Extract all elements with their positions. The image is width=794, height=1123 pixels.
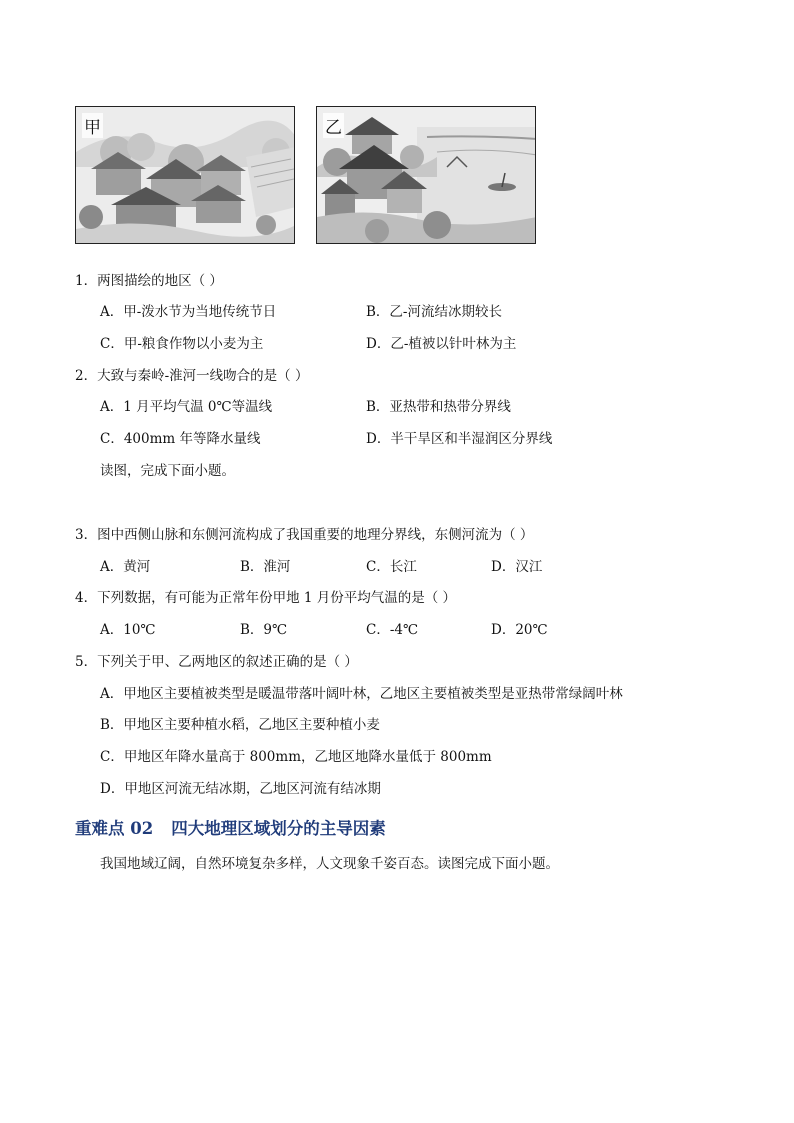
question-1-option-a: A．甲-泼水节为当地传统节日 <box>100 304 277 320</box>
question-2-option-a: A．1 月平均气温 0℃等温线 <box>100 399 273 415</box>
question-2-option-b: B．亚热带和热带分界线 <box>366 399 511 415</box>
question-4-option-d: D．20℃ <box>491 622 548 638</box>
question-1-option-d: D．乙-植被以针叶林为主 <box>366 336 517 352</box>
question-4-option-c: C．-4℃ <box>366 622 419 638</box>
section-number: 重难点 02 <box>75 819 154 838</box>
question-1-option-c: C．甲-粮食作物以小麦为主 <box>100 336 264 352</box>
figure-yi-label: 乙 <box>323 113 344 138</box>
question-5-option-d: D．甲地区河流无结冰期，乙地区河流有结冰期 <box>100 781 381 797</box>
question-5-option-c: C．甲地区年降水量高于 800mm，乙地区地降水量低于 800mm <box>100 749 492 765</box>
question-5-option-a: A．甲地区主要植被类型是暖温带落叶阔叶林，乙地区主要植被类型是亚热带常绿阔叶林 <box>100 686 623 702</box>
figure-yi-watertown-illustration <box>316 106 536 244</box>
question-4-stem: 4．下列数据，有可能为正常年份甲地 1 月份平均气温的是（ ） <box>75 590 457 606</box>
watertown-south-image <box>317 107 536 244</box>
section-intro: 我国地域辽阔，自然环境复杂多样，人文现象千姿百态。读图完成下面小题。 <box>100 856 559 872</box>
read-figure-instruction: 读图，完成下面小题。 <box>100 463 235 479</box>
question-4-option-b: B．9℃ <box>240 622 288 638</box>
question-1-option-b: B．乙-河流结冰期较长 <box>366 304 502 320</box>
question-3-option-d: D．汉江 <box>491 559 543 575</box>
question-3-stem: 3．图中西侧山脉和东侧河流构成了我国重要的地理分界线，东侧河流为（ ） <box>75 527 534 543</box>
question-2-option-c: C．400mm 年等降水量线 <box>100 431 261 447</box>
question-2-option-d: D．半干旱区和半湿润区分界线 <box>366 431 553 447</box>
question-2-stem: 2．大致与秦岭-淮河一线吻合的是（ ） <box>75 368 309 384</box>
figure-jia-village-illustration <box>75 106 295 244</box>
question-1-stem: 1．两图描绘的地区（ ） <box>75 273 223 289</box>
village-north-image <box>76 107 295 244</box>
question-3-option-c: C．长江 <box>366 559 417 575</box>
figure-jia-label: 甲 <box>82 113 103 138</box>
question-3-option-a: A．黄河 <box>100 559 151 575</box>
question-5-option-b: B．甲地区主要种植水稻，乙地区主要种植小麦 <box>100 717 380 733</box>
section-heading <box>75 815 386 839</box>
question-4-option-a: A．10℃ <box>100 622 156 638</box>
question-5-stem: 5．下列关于甲、乙两地区的叙述正确的是（ ） <box>75 654 358 670</box>
question-3-option-b: B．淮河 <box>240 559 291 575</box>
section-title-text: 四大地理区域划分的主导因素 <box>171 819 386 838</box>
